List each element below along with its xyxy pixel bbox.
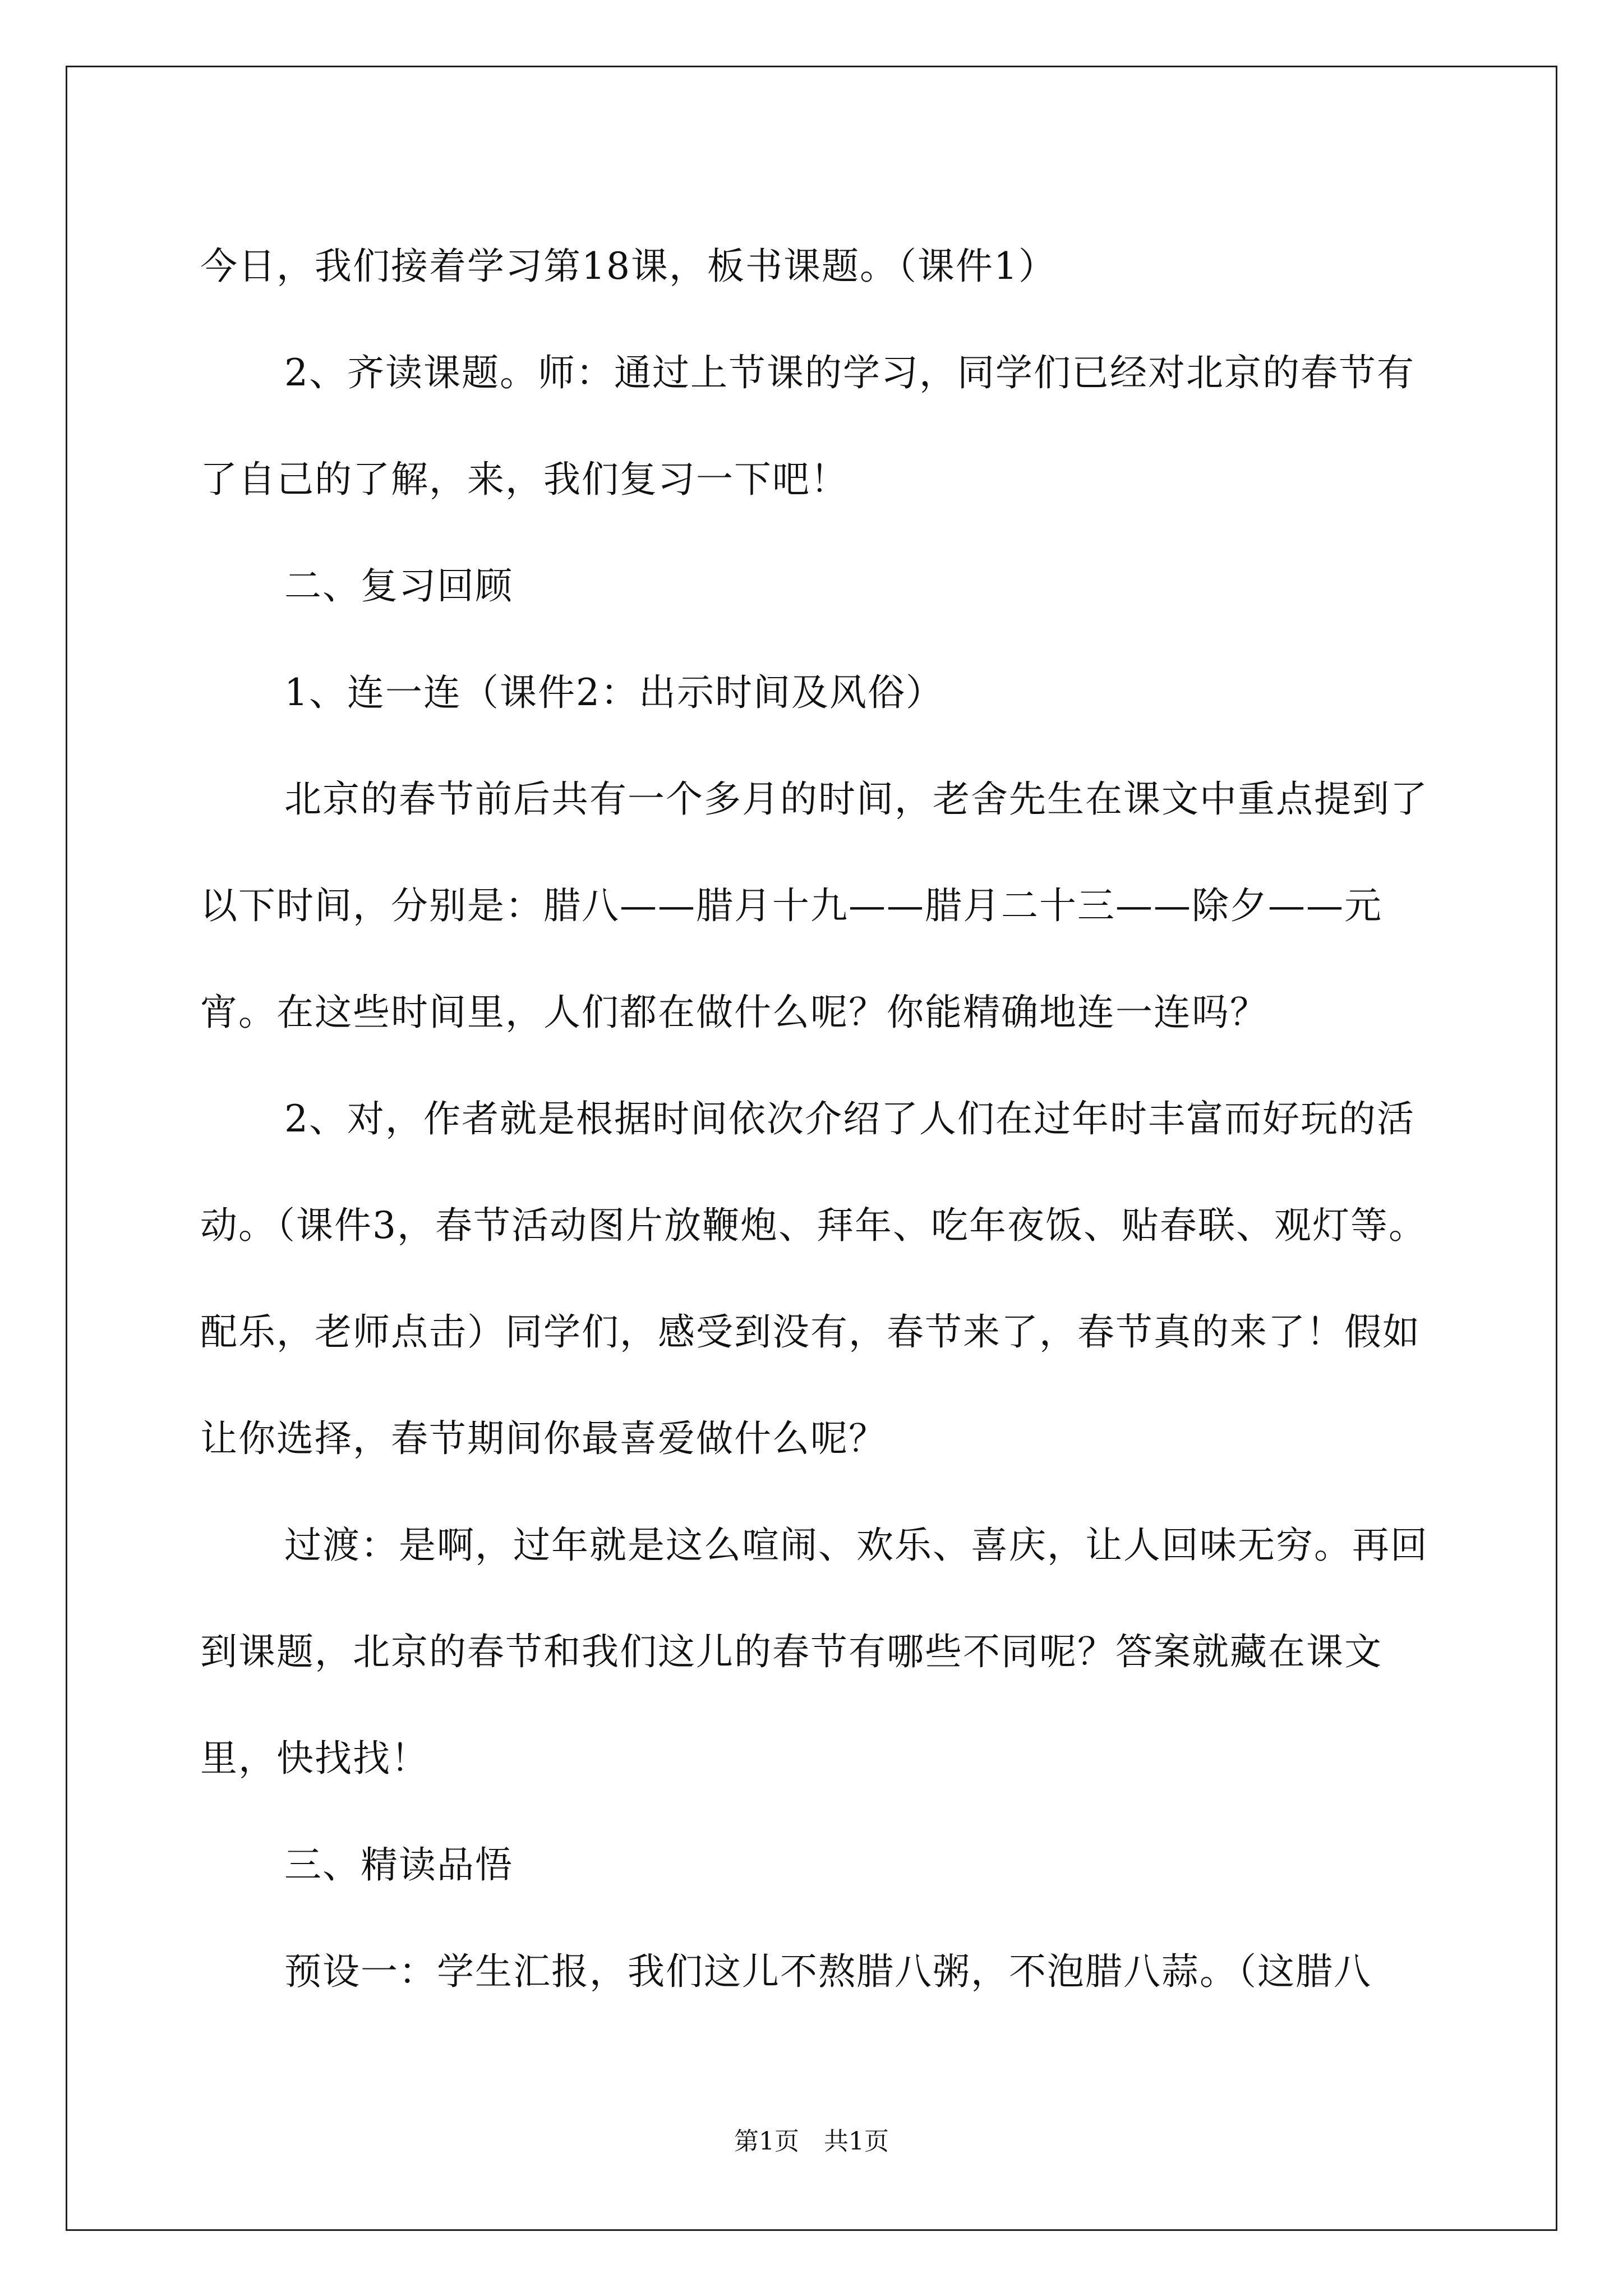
page-number-footer: 第1页 共1页 — [734, 2127, 889, 2156]
document-body — [200, 213, 1434, 2025]
section-heading-review: 二、复习回顾 — [284, 564, 513, 608]
paragraph-9: 预设一：学生汇报，我们这儿不熬腊八粥，不泡腊八蒜。（这腊八 — [284, 1950, 1372, 1993]
paragraph-4: 1、连一连（课件2：出示时间及风俗） — [284, 671, 944, 714]
paragraph-1: 今日，我们接着学习第18课，板书课题。（课件1） — [200, 245, 1057, 288]
paragraph-5: 北京的春节前后共有一个多月的时间，老舍先生在课文中重点提到了以下时间，分别是：腊八——腊月十九——腊月二十三——除夕——元宵。在这些时间里，人们都在做什么呢？你能精确地连一连吗？ — [200, 777, 1428, 1034]
section-heading-reading: 三、精读品悟 — [284, 1843, 513, 1887]
paragraph-7: 过渡：是啊，过年就是这么喧闹、欢乐、喜庆，让人回味无穷。再回到课题，北京的春节和我们这儿的春节有哪些不同呢？答案就藏在课文里，快找找！ — [200, 1524, 1428, 1780]
paragraph-2: 2、齐读课题。师：通过上节课的学习，同学们已经对北京的春节有了自己的了解，来，我们复习一下吧！ — [200, 351, 1415, 501]
paragraph-6: 2、对，作者就是根据时间依次介绍了人们在过年时丰富而好玩的活动。（课件3，春节活动图片放鞭炮、拜年、吃年夜饭、贴春联、观灯等。配乐，老师点击）同学们，感受到没有，春节来了，春节真的来了！假如让你选择，春节期间你最喜爱做什么呢？ — [200, 1097, 1427, 1460]
